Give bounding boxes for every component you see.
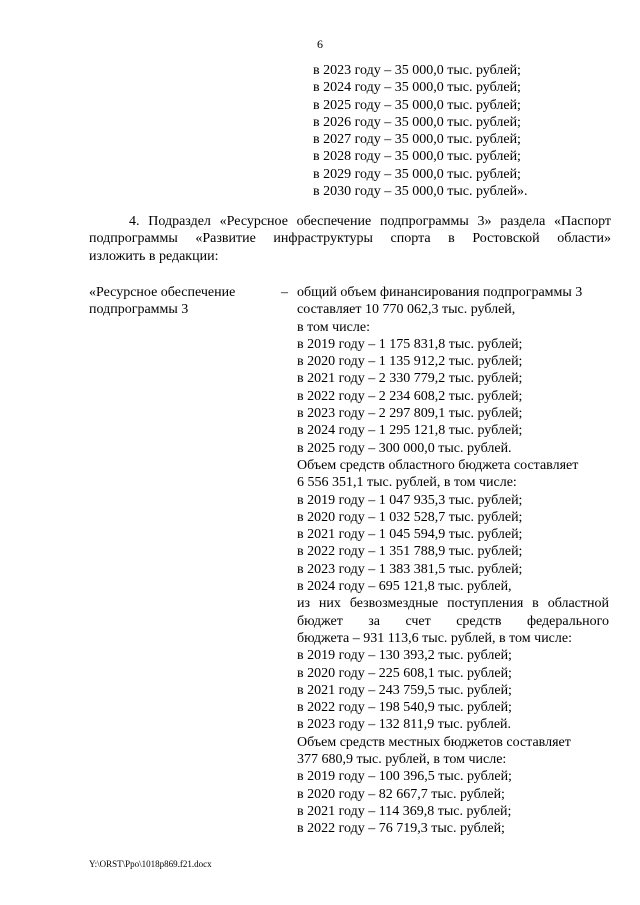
detail-line: бюджета – 931 113,6 тыс. рублей, в том числе: [297, 630, 572, 646]
detail-line: в 2021 году – 1 045 594,9 тыс. рублей; [297, 527, 523, 543]
detail-line: в 2024 году – 1 295 121,8 тыс. рублей; [297, 423, 523, 439]
detail-line: в 2023 году – 1 383 381,5 тыс. рублей; [297, 561, 523, 577]
detail-line: 377 680,9 тыс. рублей, в том числе: [297, 752, 507, 768]
detail-line: из них безвозмездные поступления в областной [297, 596, 609, 612]
detail-line: бюджет за счет средств федерального [297, 613, 609, 629]
detail-line: в 2020 году – 82 667,7 тыс. рублей; [297, 786, 505, 802]
top-funding-list [313, 62, 528, 200]
detail-line: в 2024 году – 695 121,8 тыс. рублей, [297, 579, 512, 595]
detail-line: составляет 10 770 062,3 тыс. рублей, [297, 302, 516, 318]
detail-line: в 2020 году – 225 608,1 тыс. рублей; [297, 665, 512, 681]
detail-line: в 2019 году – 1 175 831,8 тыс. рублей; [297, 336, 523, 352]
detail-line: в 2019 году – 100 396,5 тыс. рублей; [297, 769, 512, 785]
detail-line: в 2020 году – 1 032 528,7 тыс. рублей; [297, 509, 523, 525]
detail-line: в 2023 году – 132 811,9 тыс. рублей. [297, 717, 512, 733]
resource-label-line: подпрограммы 3 [89, 302, 189, 318]
detail-line: 6 556 351,1 тыс. рублей, в том числе: [297, 475, 517, 491]
detail-line: в 2022 году – 2 234 608,2 тыс. рублей; [297, 388, 523, 404]
list-item: в 2027 году – 35 000,0 тыс. рублей; [313, 132, 521, 148]
detail-line: в 2025 году – 300 000,0 тыс. рублей. [297, 440, 512, 456]
detail-line: в 2019 году – 130 393,2 тыс. рублей; [297, 648, 512, 664]
list-item: в 2030 году – 35 000,0 тыс. рублей». [313, 184, 528, 200]
resource-details [297, 284, 609, 838]
resource-label [89, 284, 235, 319]
list-item: в 2024 году – 35 000,0 тыс. рублей; [313, 80, 521, 96]
detail-line: в 2021 году – 2 330 779,2 тыс. рублей; [297, 371, 523, 387]
detail-line: общий объем финансирования подпрограммы 3 [297, 285, 583, 300]
list-item: в 2023 году – 35 000,0 тыс. рублей; [313, 63, 521, 78]
detail-line: Объем средств областного бюджета составляет [297, 457, 579, 473]
list-item: в 2028 году – 35 000,0 тыс. рублей; [313, 149, 521, 165]
detail-line: в 2020 году – 1 135 912,2 тыс. рублей; [297, 354, 523, 370]
amendment-paragraph [89, 213, 611, 265]
detail-line: в 2023 году – 2 297 809,1 тыс. рублей; [297, 406, 523, 422]
list-item: в 2029 году – 35 000,0 тыс. рублей; [313, 166, 521, 182]
detail-line: в 2021 году – 243 759,5 тыс. рублей; [297, 682, 512, 698]
resource-label-line: «Ресурсное обеспечение [89, 285, 236, 300]
paragraph-line: изложить в редакции: [89, 248, 219, 264]
file-path-footer: Y:\ORST\Ppo\1018p869.f21.docx [89, 859, 212, 869]
dash-separator: – [281, 285, 288, 300]
detail-line: в 2022 году – 1 351 788,9 тыс. рублей; [297, 544, 523, 560]
detail-line: в 2022 году – 76 719,3 тыс. рублей; [297, 821, 505, 837]
paragraph-line: 4. Подраздел «Ресурсное обеспечение подпрограммы 3» раздела «Паспорт [129, 214, 611, 229]
detail-line: в 2021 году – 114 369,8 тыс. рублей; [297, 803, 512, 819]
detail-line: в том числе: [297, 319, 370, 335]
page-number: 6 [317, 37, 323, 51]
list-item: в 2025 году – 35 000,0 тыс. рублей; [313, 97, 521, 113]
list-item: в 2026 году – 35 000,0 тыс. рублей; [313, 114, 521, 130]
detail-line: Объем средств местных бюджетов составляет [297, 734, 571, 750]
detail-line: в 2022 году – 198 540,9 тыс. рублей; [297, 700, 512, 716]
detail-line: в 2019 году – 1 047 935,3 тыс. рублей; [297, 492, 523, 508]
paragraph-line: подпрограммы «Развитие инфраструктуры спорта в Ростовской области» [89, 231, 611, 247]
